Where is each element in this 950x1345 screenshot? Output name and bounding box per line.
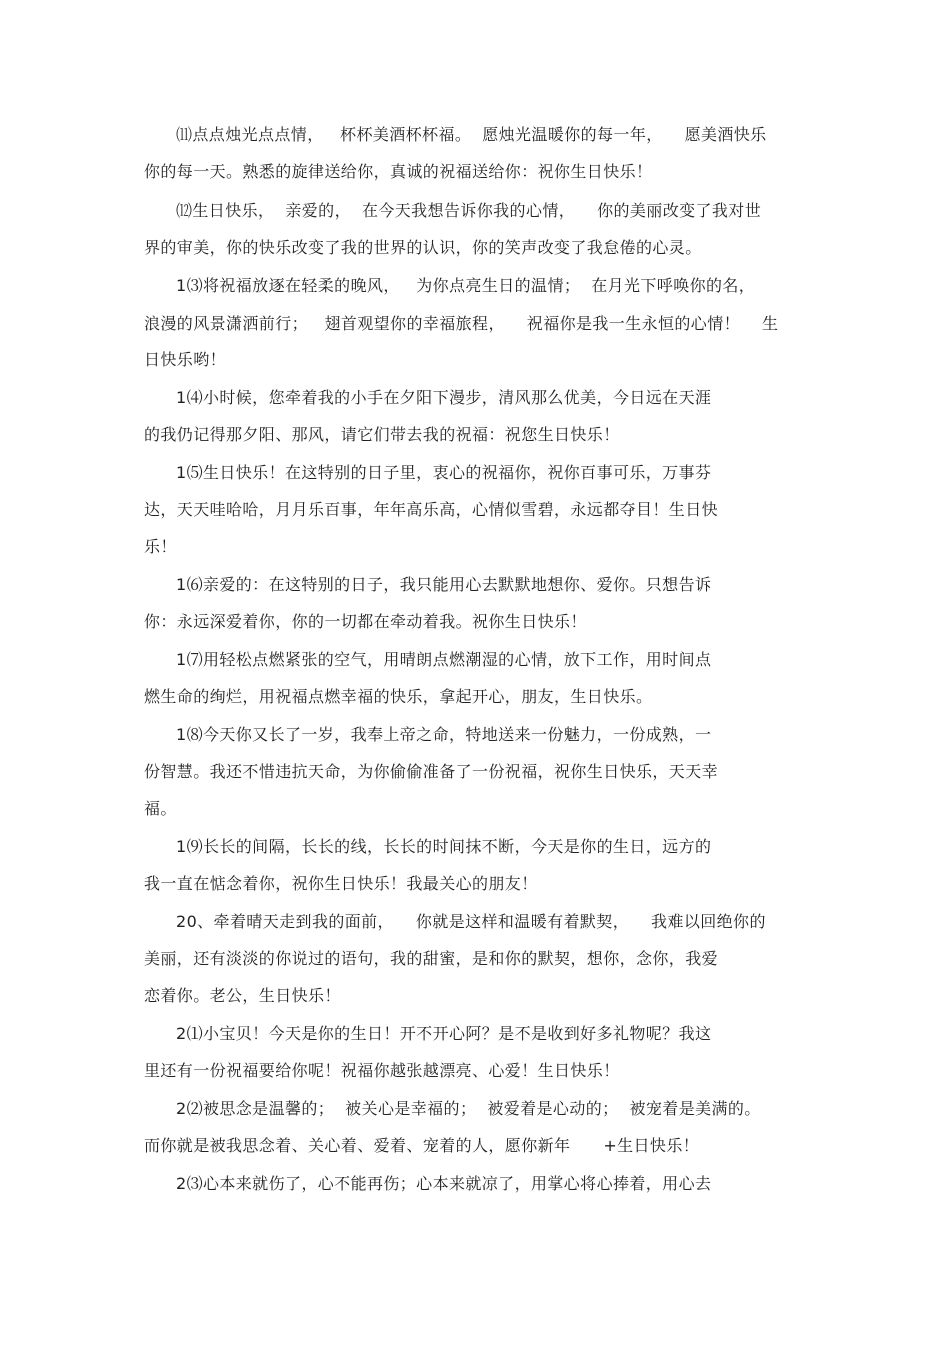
text-line: 界的审美，你的快乐改变了我的世界的认识，你的笑声改变了我怠倦的心灵。 xyxy=(144,238,702,257)
text-line: 你的每一天。熟悉的旋律送给你，真诚的祝福送给你：祝你生日快乐！ xyxy=(144,162,653,181)
text-line: 福。 xyxy=(144,799,177,818)
text-line: 1⑷小时候，您牵着我的小手在夕阳下漫步，清风那么优美，今日远在天涯 xyxy=(176,388,712,407)
text-line: 我一直在惦念着你，祝你生日快乐！我最关心的朋友！ xyxy=(144,874,538,893)
text-line: 20、牵着晴天走到我的面前， 你就是这样和温暖有着默契， 我难以回绝你的 xyxy=(176,912,766,931)
text-line: 2⑴小宝贝！今天是你的生日！开不开心阿？是不是收到好多礼物呢？我这 xyxy=(176,1024,712,1043)
text-line: 1⑸生日快乐！在这特别的日子里，衷心的祝福你，祝你百事可乐，万事芬 xyxy=(176,463,712,482)
text-line: ⑾点点烛光点点情， 杯杯美酒杯杯福。 愿烛光温暖你的每一年， 愿美酒快乐 xyxy=(176,125,767,144)
text-line: 你：永远深爱着你，你的一切都在牵动着我。祝你生日快乐！ xyxy=(144,612,587,631)
text-line: 份智慧。我还不惜违抗天命，为你偷偷准备了一份祝福，祝你生日快乐，天天幸 xyxy=(144,762,719,781)
text-line: 1⑶将祝福放逐在轻柔的晚风， 为你点亮生日的温情； 在月光下呼唤你的名， xyxy=(176,276,756,295)
text-line: 的我仍记得那夕阳、那风，请它们带去我的祝福：祝您生日快乐！ xyxy=(144,425,620,444)
text-line: ⑿生日快乐， 亲爱的， 在今天我想告诉你我的心情， 你的美丽改变了我对世 xyxy=(176,201,762,220)
text-line: 日快乐哟！ xyxy=(144,350,227,369)
text-line: 达，天天哇哈哈，月月乐百事，年年高乐高，心情似雪碧，永远都夺目！生日快 xyxy=(144,500,719,519)
text-line: 1⑺用轻松点燃紧张的空气，用晴朗点燃潮湿的心情，放下工作，用时间点 xyxy=(176,650,712,669)
text-line: 恋着你。老公，生日快乐！ xyxy=(144,986,341,1005)
text-line: 浪漫的风景潇洒前行； 翅首观望你的幸福旅程， 祝福你是我一生永恒的心情！ 生 xyxy=(144,314,779,333)
text-line: 美丽，还有淡淡的你说过的语句，我的甜蜜，是和你的默契，想你，念你，我爱 xyxy=(144,949,719,968)
text-line: 1⑹亲爱的：在这特别的日子，我只能用心去默默地想你、爱你。只想告诉 xyxy=(176,575,712,594)
text-line: 里还有一份祝福要给你呢！祝福你越张越漂亮、心爱！生日快乐！ xyxy=(144,1061,620,1080)
text-line: 而你就是被我思念着、关心着、爱着、宠着的人，愿你新年 +生日快乐！ xyxy=(144,1136,700,1155)
text-line: 燃生命的绚烂，用祝福点燃幸福的快乐，拿起开心，朋友，生日快乐。 xyxy=(144,687,653,706)
text-line: 2⑵被思念是温馨的； 被关心是幸福的； 被爱着是心动的； 被宠着是美满的。 xyxy=(176,1099,761,1118)
text-line: 1⑻今天你又长了一岁，我奉上帝之命，特地送来一份魅力，一份成熟，一 xyxy=(176,725,712,744)
text-line: 1⑼长长的间隔，长长的线，长长的时间抹不断，今天是你的生日，远方的 xyxy=(176,837,712,856)
text-line: 乐！ xyxy=(144,537,177,556)
text-line: 2⑶心本来就伤了，心不能再伤；心本来就凉了，用掌心将心捧着，用心去 xyxy=(176,1174,712,1193)
